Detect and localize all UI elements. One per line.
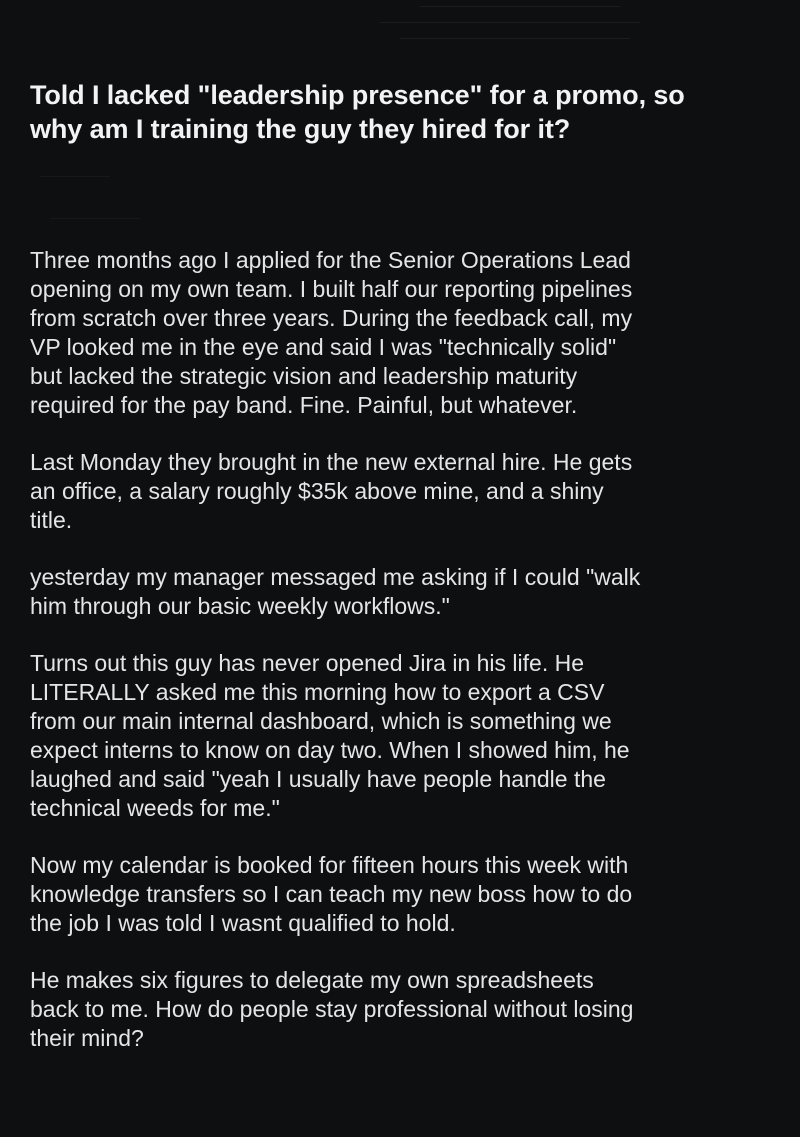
post-paragraph: He makes six figures to delegate my own spreadsheets back to me. How do people stay professional without losing their mind? (30, 967, 634, 1051)
faded-header-line (420, 6, 620, 7)
post-body (30, 246, 790, 1053)
faded-meta-line (40, 176, 110, 177)
post-paragraph: yesterday my manager messaged me asking if I could "walk him through our basic weekly workflows." (30, 564, 641, 619)
post-paragraph: Three months ago I applied for the Senior Operations Lead opening on my own team. I built half our reporting pipelines from scratch over three years. During the feedback call, my VP looked me in the eye and said I was "technically solid" but lacked the strategic vision and leadership maturity required for the pay band. Fine. Painful, but whatever. (30, 247, 633, 418)
post-paragraph: Turns out this guy has never opened Jira in his life. He LITERALLY asked me this morning how to export a CSV from our main internal dashboard, which is something we expect interns to know on day two. When I showed him, he laughed and said "yeah I usually have people handle the technical weeds for me." (30, 650, 630, 821)
post-meta-area (30, 146, 800, 246)
faded-header-line (400, 38, 630, 39)
post-paragraph: Now my calendar is booked for fifteen hours this week with knowledge transfers so I can teach my new boss how to do the job I was told I wasnt qualified to hold. (30, 852, 633, 936)
post-title: Told I lacked "leadership presence" for a promo, so why am I training the guy they hired for it? (30, 80, 685, 144)
faded-header-line (380, 22, 640, 23)
post-paragraph: Last Monday they brought in the new external hire. He gets an office, a salary roughly $35k above mine, and a shiny title. (30, 449, 633, 533)
faded-meta-line (50, 218, 140, 219)
